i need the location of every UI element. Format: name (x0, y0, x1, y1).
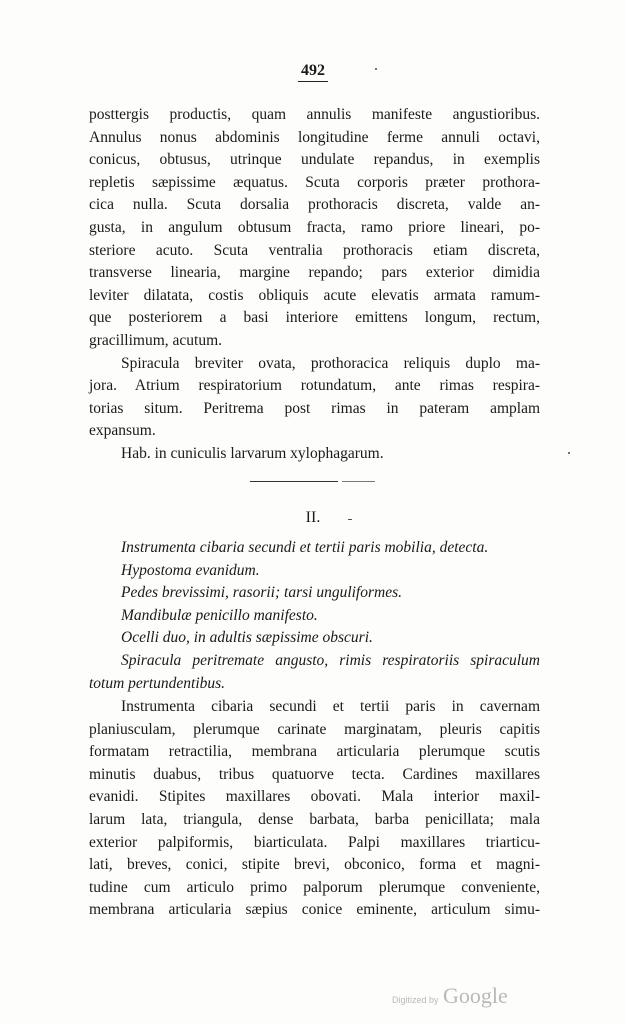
text-line: minutis duabus, tribus quatuorve tecta. Cardines maxillares (89, 765, 540, 783)
text-line: Instrumenta cibaria secundi et tertii paris in cavernam (121, 698, 540, 715)
diagnosis-line: totum pertundentibus. (89, 674, 226, 692)
scan-speck (568, 452, 570, 454)
text-line: tudine cum articulo primo palporum plerumque conveniente, (89, 878, 540, 896)
text-line: formatam retractilia, membrana articularia plerumque scutis (89, 743, 540, 761)
paragraph-block-a (89, 104, 540, 466)
watermark-prefix: Digitized by (392, 995, 439, 1005)
text-line: evanidi. Stipites maxillares obovati. Mala interior maxil- (89, 788, 540, 806)
text-line: exterior palpiformis, biarticulata. Palpi maxillares triarticu- (89, 833, 540, 851)
text-line: steriore acuto. Scuta ventralia prothoracis etiam discreta, (89, 241, 540, 259)
text-line: expansum. (89, 422, 156, 440)
text-line: transverse linearia, margine repando; pars exterior dimidia (89, 264, 540, 282)
text-line: leviter dilatata, costis obliquis acute elevatis armata ramum- (89, 286, 540, 304)
text-line: larum lata, triangula, dense barbata, barba penicillata; mala (89, 810, 540, 828)
diagnosis-line: Ocelli duo, in adultis sæpissime obscuri. (121, 629, 373, 647)
text-line: posttergis productis, quam annulis manifeste angustioribus. (89, 106, 540, 123)
diagnosis-line: Hypostoma evanidum. (121, 561, 260, 579)
digitized-by-google-watermark (392, 983, 508, 1009)
diagnosis-line: Pedes brevissimi, rasorii; tarsi unguliformes. (121, 584, 403, 602)
text-line: que posteriorem a basi interiore emittens longum, rectum, (89, 309, 540, 327)
section-divider (250, 478, 375, 486)
section-heading: II. (305, 509, 321, 526)
text-line: cica nulla. Scuta dorsalia prothoracis discreta, valde an- (89, 196, 540, 214)
google-logo: Google (442, 983, 508, 1008)
text-line: lati, breves, conici, stipite brevi, obconico, forma et magni- (89, 856, 540, 874)
text-line: membrana articularia sæpius conice eminente, articulum simu- (89, 901, 540, 919)
text-line: torias situm. Peritrema post rimas in pateram amplam (89, 399, 540, 417)
scan-speck (348, 519, 352, 520)
diagnosis-line: Spiracula peritremate angusto, rimis respiratoriis spiraculum (121, 651, 540, 669)
diagnosis-block (89, 537, 540, 695)
text-line: jora. Atrium respiratorium rotundatum, ante rimas respira- (89, 377, 540, 395)
text-line: gusta, in angulum obtusum fracta, ramo priore lineari, po- (89, 218, 540, 236)
paragraph-block-b (89, 696, 540, 922)
diagnosis-line: Instrumenta cibaria secundi et tertii paris mobilia, detecta. (121, 539, 489, 556)
scan-speck (375, 68, 377, 70)
text-line: conicus, obtusus, utrinque undulate repandus, in exemplis (89, 151, 540, 169)
text-line: Annulus nonus abdominis longitudine ferme annuli octavi, (89, 128, 540, 146)
habitat-line: Hab. in cuniculis larvarum xylophagarum. (121, 444, 384, 462)
diagnosis-line: Mandibulæ penicillo manifesto. (121, 606, 318, 624)
text-line: repletis sæpissime æquatus. Scuta corporis præter prothora- (89, 173, 540, 191)
text-line: gracillimum, acutum. (89, 331, 223, 349)
text-line: planiusculam, plerumque carinate marginatam, pleuris capitis (89, 720, 540, 738)
page-number: 492 (0, 62, 626, 82)
text-line: Spiracula breviter ovata, prothoracica reliquis duplo ma- (121, 354, 540, 372)
